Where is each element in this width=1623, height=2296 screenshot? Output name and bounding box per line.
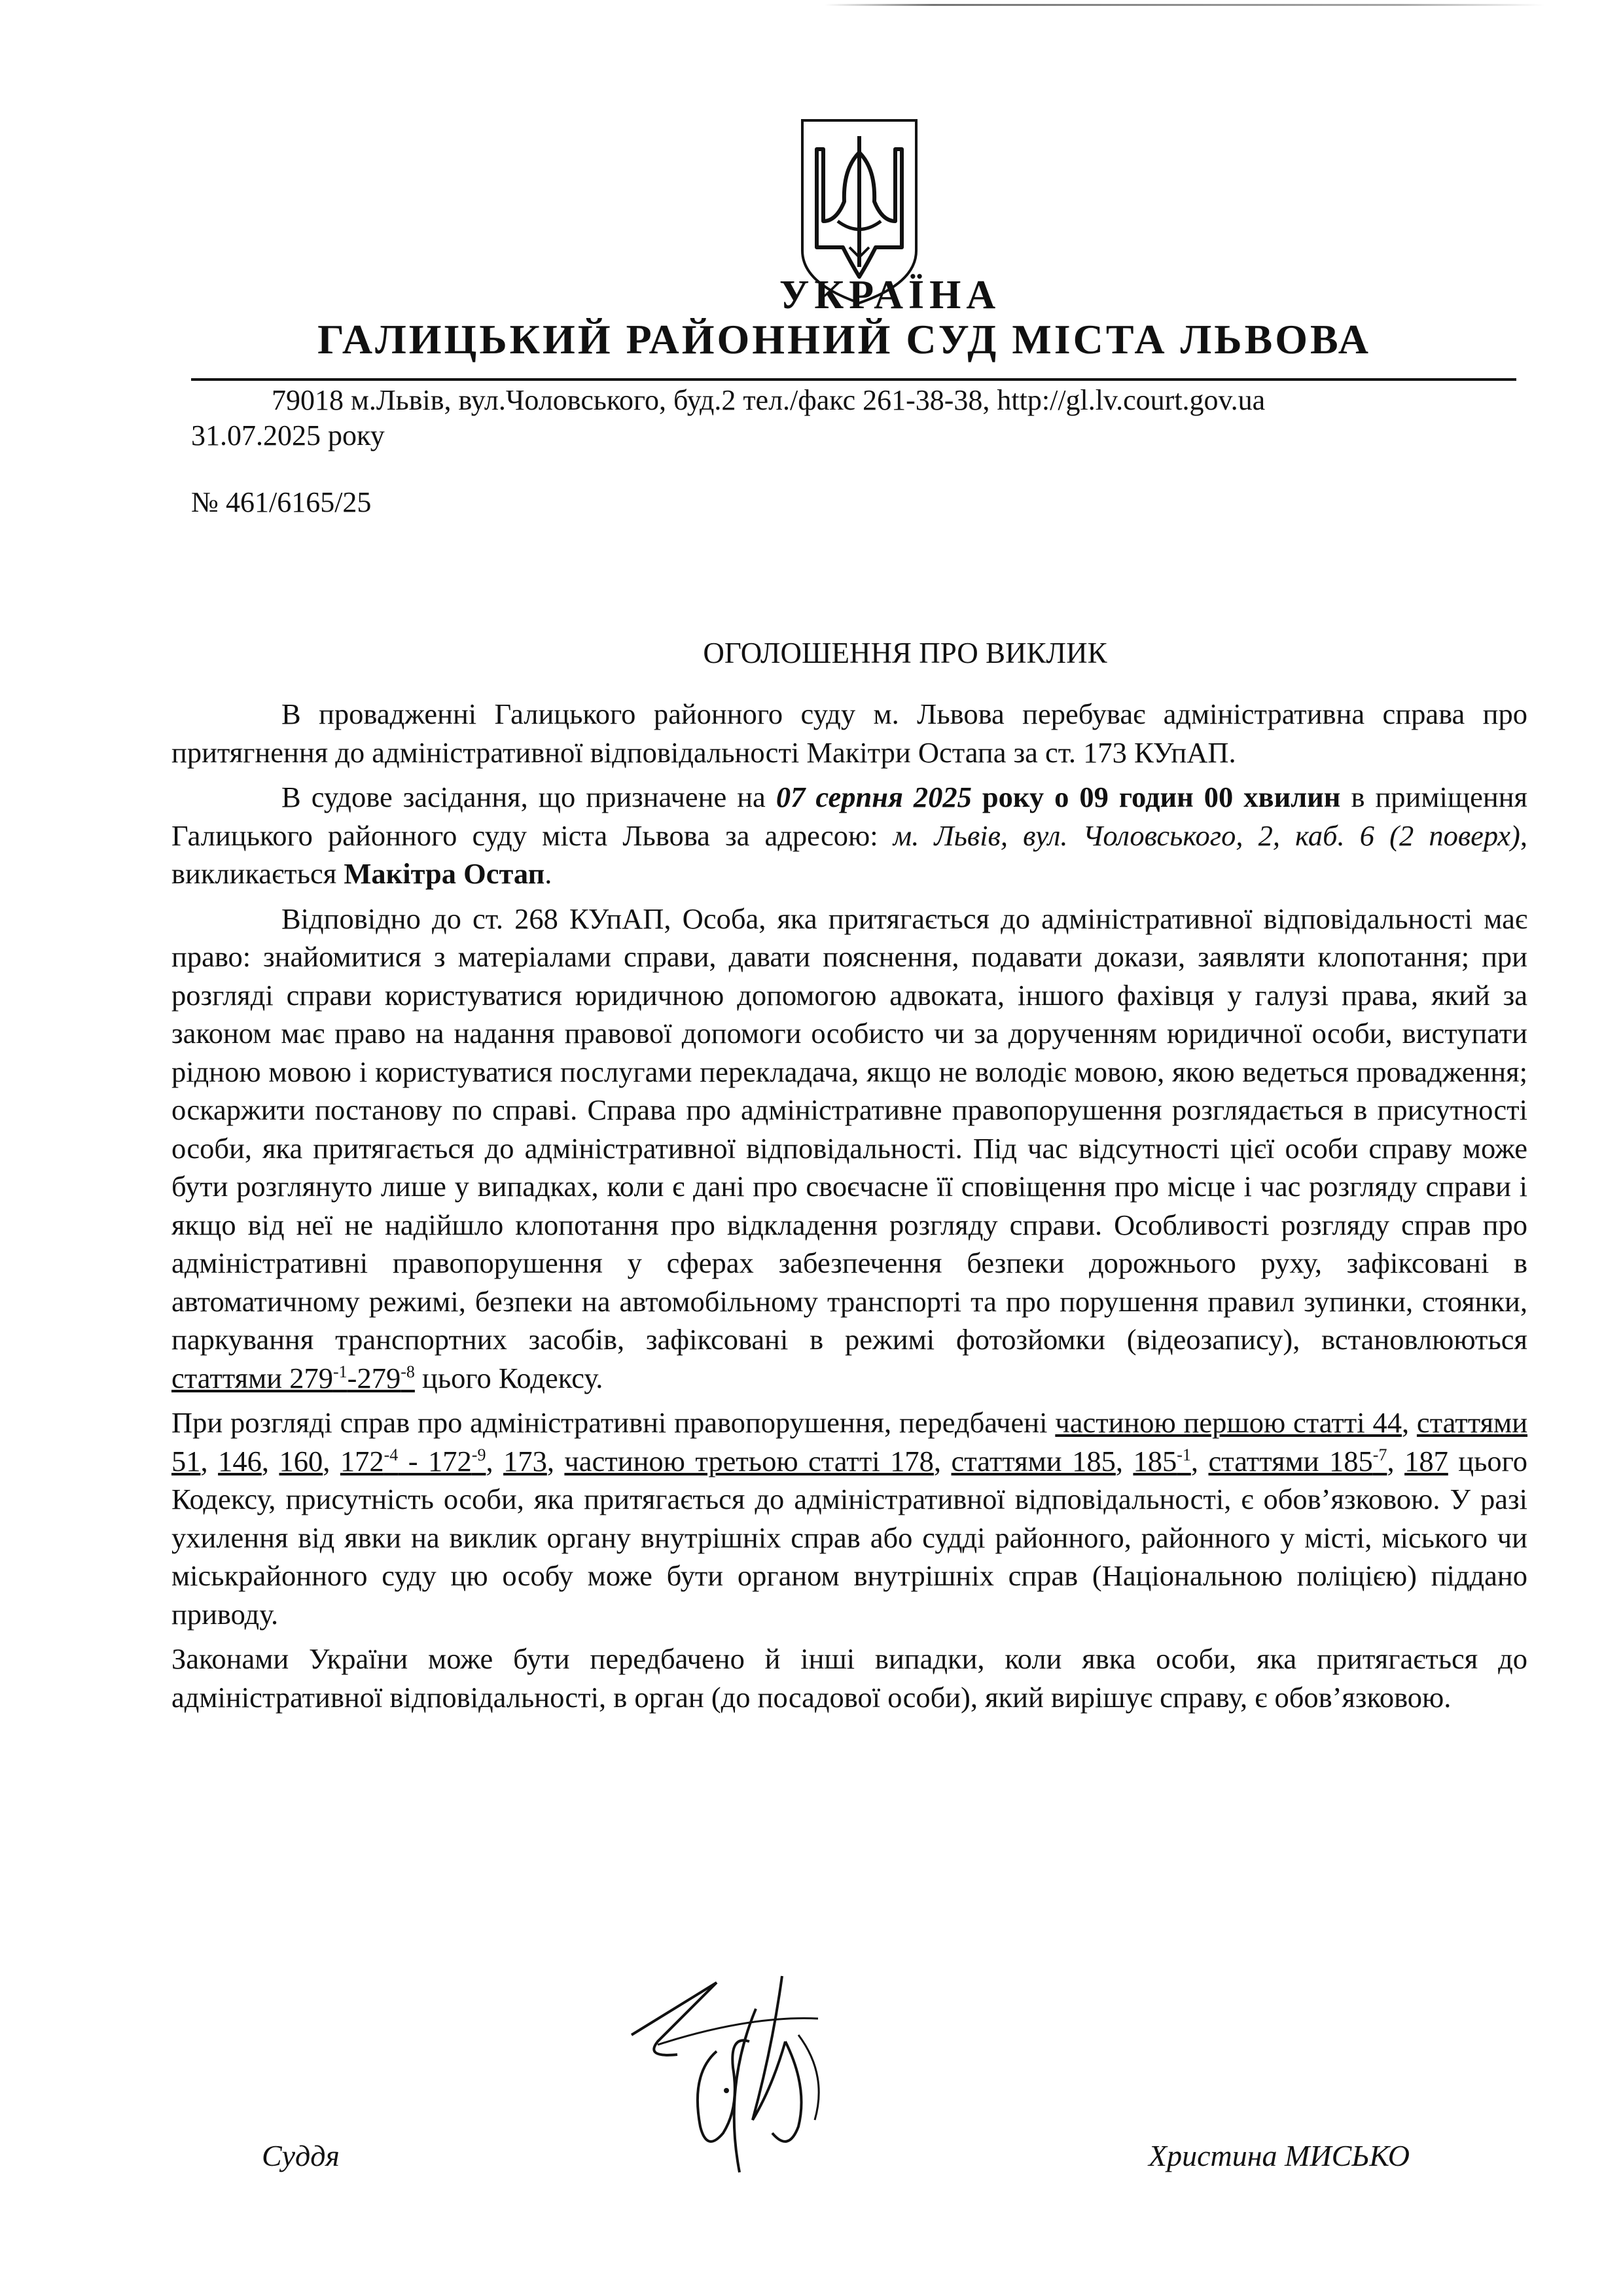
- text: .: [544, 857, 552, 890]
- court-address: 79018 м.Львів, вул.Чоловського, буд.2 тел./факс 261-38-38, http://gl.lv.court.gov.ua: [272, 384, 1266, 416]
- text: 185: [1133, 1444, 1177, 1477]
- text: в приміщення Галицького районного суду міста Львова за адресою:: [171, 781, 1527, 852]
- judge-signature: [618, 1937, 959, 2199]
- scan-artifact-line: [825, 4, 1544, 6]
- paragraph-other-cases: Законами України може бути передбачено й інші випадки, коли явка особи, яка притягається до адміністративної відповідальності, в орган (до посадової особи), який вирішує справу, є обов’язковою.: [171, 1642, 1527, 1714]
- law-link[interactable]: [340, 1445, 486, 1477]
- law-link[interactable]: 146: [218, 1444, 262, 1477]
- law-link[interactable]: 187: [1404, 1444, 1448, 1477]
- text: , викликається: [171, 819, 1527, 890]
- law-link[interactable]: статтями 185: [951, 1444, 1116, 1477]
- case-number: № 461/6165/25: [191, 486, 372, 518]
- hearing-time: року о 09 годин 00 хвилин: [971, 781, 1341, 813]
- law-link[interactable]: статтями 51: [171, 1406, 1528, 1477]
- hearing-date: 07 серпня 2025: [776, 781, 972, 813]
- paragraph-hearing: [171, 778, 1527, 893]
- notice-title: ОГОЛОШЕННЯ ПРО ВИКЛИК: [703, 637, 1107, 669]
- court-name: ГАЛИЦЬКИЙ РАЙОННИЙ СУД МІСТА ЛЬВОВА: [317, 316, 1371, 362]
- text: Відповідно до ст. 268 КУпАП, Особа, яка притягається до адміністративної відповідальності має право: знайомитися з матеріалами справи, давати пояснення, подавати докази, заявляти клопотання; при розгляді справи користуватися юридичною допомогою адвоката, іншого фахівця у галузі права, який за законом має право на надання правової допомоги особисто чи за дорученням юридичної особи, виступати рідною мовою і користуватися послугами перекладача, якщо не володіє мовою, якою ведеться провадження; оскаржити постанову по справі. Справа про адміністративне правопорушення розглядається в присутності особи, яка притягається до адміністративної відповідальності. Під час відсутності цієї особи справу може бути розглянуто лише у випадках, коли є дані про своєчасне її сповіщення про місце і час розгляду справи і якщо від неї не надійшло клопотання про відкладення розгляду справи. Особливості розгляду справ про адміністративні правопорушення у сферах забезпечення безпеки дорожнього руху, зафіксовані в автоматичному режимі, безпеки на автомобільному транспорті та про порушення правил зупинки, стоянки, паркування транспортних засобів, зафіксовані в режимі фотозйомки (відеозапису), встановлюються: [171, 902, 1527, 1356]
- text: -4: [383, 1445, 399, 1464]
- law-link[interactable]: 160: [279, 1444, 323, 1477]
- law-link[interactable]: [1133, 1445, 1190, 1477]
- law-link[interactable]: [171, 1362, 415, 1394]
- law-link[interactable]: [1208, 1445, 1387, 1477]
- law-link[interactable]: частиною третьою статті 178: [564, 1444, 934, 1477]
- text: В судове засідання, що призначене на: [281, 781, 776, 813]
- paragraph-presence: При розгляді справ про адміністративні правопорушення, передбачені частиною першою статті 44, статтями 51, 146, 160, $172^{-4} - 172^{-9}$, 173, частиною третьою статті 178, статтями 185, $185^{-1}$, статтями $185^{-7}$, 187 цього Кодексу, присутність особи, яка притягається до адміністративної відповідальності, є обов’язковою. У разі ухилення від явки на виклик органу внутрішніх справ або судді районного, районного у місті, міського чи міськрайонного суду цю особу може бути органом внутрішніх справ (Національною поліцією) піддано приводу.: [171, 1406, 1528, 1631]
- text: цього Кодексу, присутність особи, яка притягається до адміністративної відповідальності, є обов’язковою. У разі ухилення від явки на виклик органу внутрішніх справ або судді районного, районного у місті, міського чи міськрайонного суду цю особу може бути органом внутрішніх справ (Національною поліцією) піддано приводу.: [171, 1444, 1528, 1631]
- document-date: 31.07.2025 року: [191, 419, 385, 451]
- summoned-person: Макітра Остап: [344, 857, 545, 890]
- text: -7: [1372, 1445, 1387, 1464]
- text: При розгляді справ про адміністративні правопорушення, передбачені: [171, 1406, 1056, 1439]
- hearing-address: м. Львів, вул. Чоловського, 2, каб. 6 (2 поверх): [893, 819, 1520, 852]
- paragraph-case: В провадженні Галицького районного суду м. Львова перебуває адміністративна справа про притягнення до адміністративної відповідальності Макітри Остапа за ст. 173 КУпАП.: [171, 698, 1527, 769]
- text: статтями 185: [1208, 1444, 1373, 1477]
- text: -1: [1177, 1445, 1191, 1464]
- text: -279: [347, 1361, 401, 1394]
- law-link[interactable]: 173: [503, 1444, 547, 1477]
- text: -8: [401, 1362, 415, 1381]
- text: - 172: [398, 1444, 472, 1477]
- country-title: УКРАЇНА: [779, 273, 1001, 317]
- text: -1: [332, 1362, 348, 1381]
- judge-title: Суддя: [262, 2139, 340, 2172]
- law-link[interactable]: частиною першою статті 44: [1055, 1406, 1402, 1439]
- paragraph-rights: [171, 900, 1527, 1398]
- text: 172: [340, 1444, 384, 1477]
- text: -9: [471, 1445, 486, 1464]
- judge-name: Христина МИСЬКО: [1149, 2139, 1410, 2172]
- notice-body: [171, 695, 1527, 1723]
- header-divider: [191, 378, 1516, 381]
- text: статтями 279: [171, 1361, 333, 1394]
- text: цього Кодексу.: [414, 1361, 603, 1394]
